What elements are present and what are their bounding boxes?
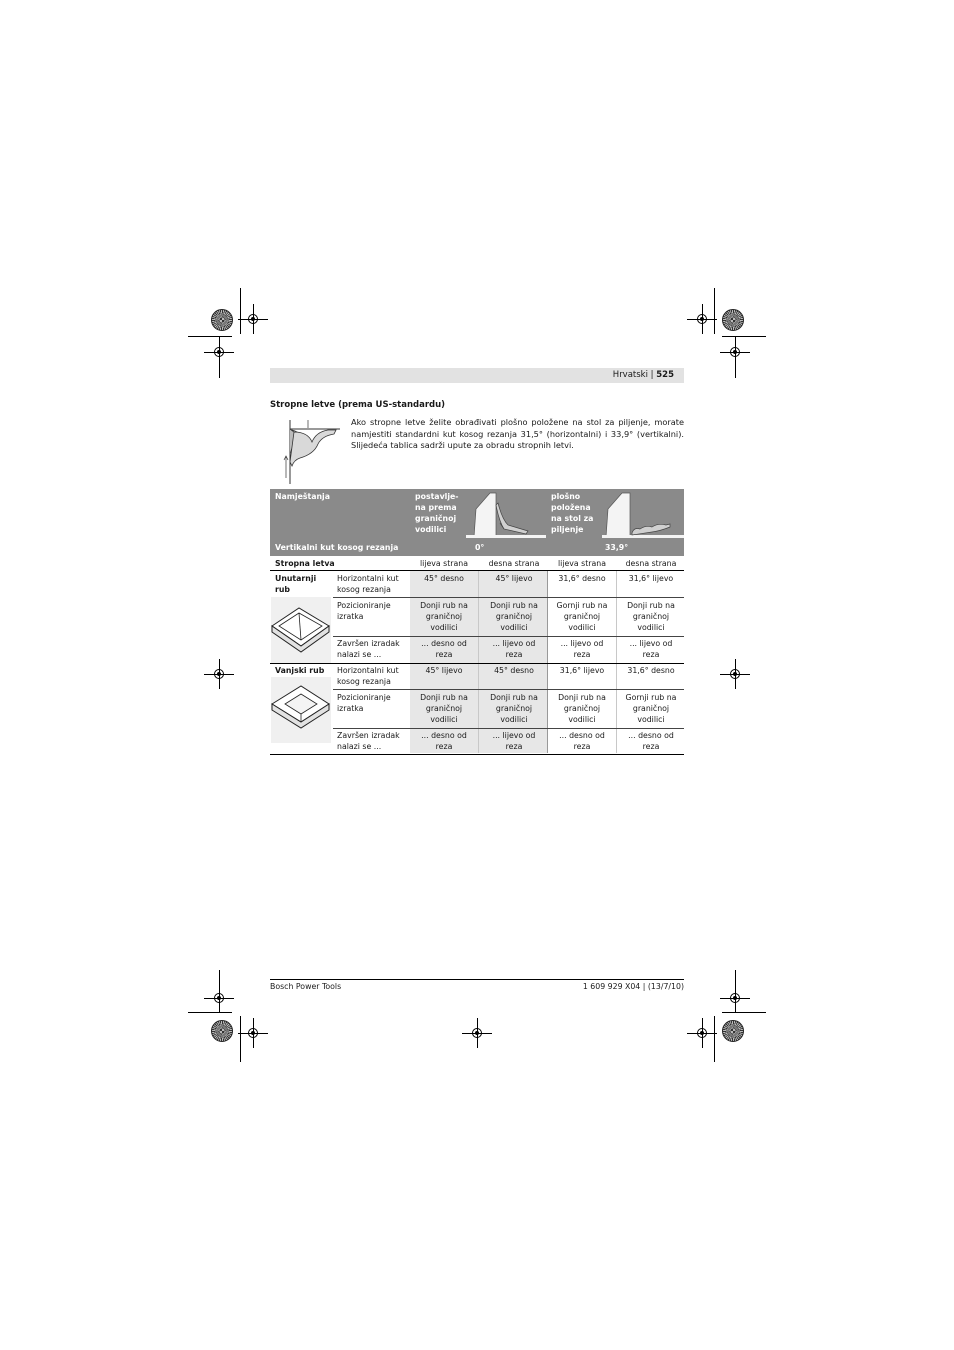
g2-row2-col1: Donji rub na graničnoj vodilici [420,693,468,724]
g2-row3-label: Završen izradak nalazi se ... [337,731,400,751]
saw-flat-illustration [602,491,684,539]
subheader-col-2: desna strana [488,559,540,568]
g1-row3-col1: ... desno od reza [421,639,467,659]
color-target-icon [722,1020,744,1042]
header-vertical-angle-label: Vertikalni kut kosog rezanja [275,543,399,552]
g1-row1-col1: 45° desno [424,574,464,583]
g1-row2-label: Pozicioniranje izratka [337,601,391,621]
g2-row3-col4: ... desno od reza [628,731,674,751]
g1-row1-label: Horizontalni kut kosog rezanja [337,574,399,594]
header-separator: | [650,370,654,380]
g2-row1-col2: 45° desno [494,666,534,675]
section-title: Stropne letve (prema US-standardu) [270,400,446,410]
g2-row3-col2: ... lijevo od reza [492,731,536,751]
g2-row1-col1: 45° lijevo [425,666,463,675]
crown-molding-illustration [278,418,342,484]
g1-row3-col4: ... lijevo od reza [629,639,673,659]
g2-row2-col4: Gornji rub na graničnoj vodilici [625,693,677,724]
g1-row1-col4: 31,6° lijevo [628,574,674,583]
color-target-icon [722,309,744,331]
g1-row2-col2: Donji rub na graničnoj vodilici [490,601,538,632]
header-language: Hrvatski [612,370,648,380]
outer-corner-illustration [271,680,331,730]
subheader-col-1: lijeva strana [420,559,468,568]
g1-row2-col4: Donji rub na graničnoj vodilici [627,601,675,632]
table-header [270,489,684,556]
footer-left: Bosch Power Tools [270,982,342,991]
g1-row1-col2: 45° lijevo [495,574,533,583]
header-col-b-label: plošno položena na stol za piljenje [551,492,594,534]
header-settings: Namještanja [275,492,330,501]
header-col-b-angle: 33,9° [605,543,629,552]
group-name-inner-edge: Unutarnji rub [275,574,317,594]
footer-right: 1 609 929 X04 | (13/7/10) [582,982,684,991]
g2-row1-label: Horizontalni kut kosog rezanja [337,666,399,686]
g1-row1-col3: 31,6° desno [558,574,606,583]
subheader-col-4: desna strana [625,559,677,568]
g2-row2-col3: Donji rub na graničnoj vodilici [558,693,606,724]
color-target-icon [211,1020,233,1042]
saw-upright-illustration [466,491,546,539]
intro-paragraph: Ako stropne letve želite obrađivati plošno položene na stol za piljenje, morate namjestiti standardni kut kosog rezanja 31,5° (horizontalni) i 33,9° (vertikalni). Slijedeća tablica sadrži upute za obradu stropnih letvi. [351,417,684,450]
color-target-icon [211,309,233,331]
g1-row3-col3: ... lijevo od reza [560,639,604,659]
g2-row2-label: Pozicioniranje izratka [337,693,391,713]
g2-row3-col1: ... desno od reza [421,731,467,751]
g2-row1-col4: 31,6° desno [627,666,675,675]
g1-row3-label: Završen izradak nalazi se ... [337,639,400,659]
g1-row2-col3: Gornji rub na graničnoj vodilici [556,601,608,632]
page-number: 525 [656,370,674,380]
g2-row3-col3: ... desno od reza [559,731,605,751]
header-col-a-label: postavlje- na prema graničnoj vodilici [415,492,459,534]
group-name-outer-edge: Vanjski rub [275,666,325,675]
g2-row2-col2: Donji rub na graničnoj vodilici [490,693,538,724]
page-header [270,368,684,383]
g1-row2-col1: Donji rub na graničnoj vodilici [420,601,468,632]
subheader-col-3: lijeva strana [558,559,606,568]
subheader-label: Stropna letva [275,559,335,568]
inner-corner-illustration [271,604,331,656]
g1-row3-col2: ... lijevo od reza [492,639,536,659]
header-col-a-angle: 0° [475,543,485,552]
g2-row1-col3: 31,6° lijevo [559,666,605,675]
